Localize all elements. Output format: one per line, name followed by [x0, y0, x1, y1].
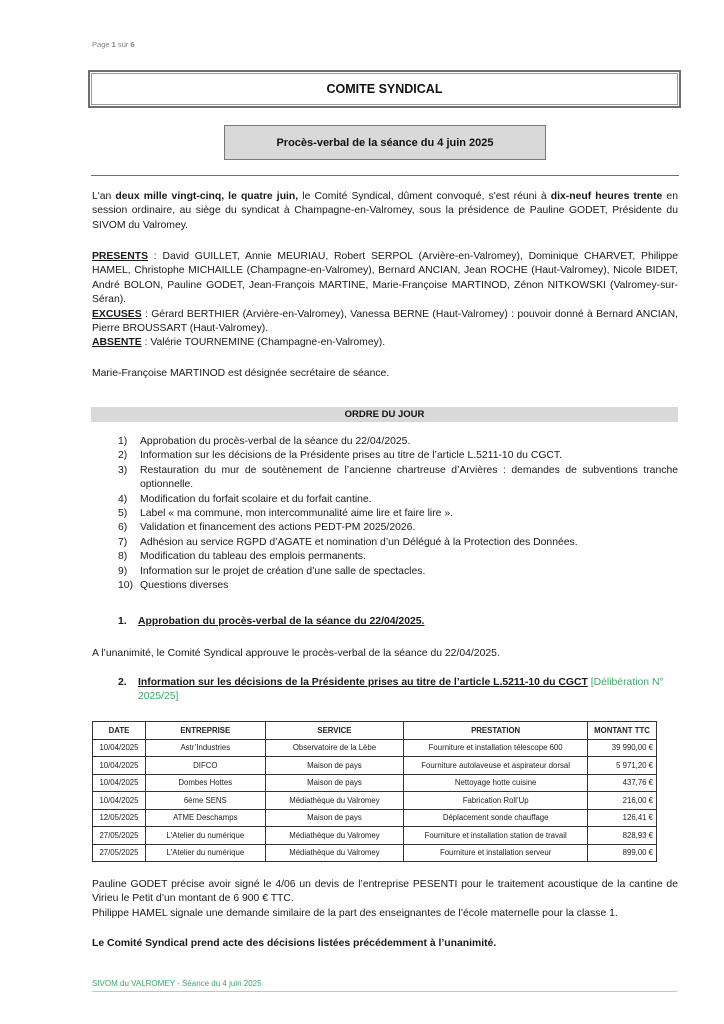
cell-date: 27/05/2025 [93, 827, 146, 845]
table-row [93, 774, 657, 792]
table-row [93, 844, 657, 862]
cell-entreprise: 6ème SENS [145, 792, 265, 810]
table-header-row [93, 722, 657, 740]
agenda-item-text: Adhésion au service RGPD d’AGATE et nomination d’un Délégué à la Protection des Données. [140, 536, 578, 548]
agenda-item-number: 10) [118, 580, 134, 592]
document-title-text: COMITE SYNDICAL [326, 82, 443, 96]
column-header-date: DATE [93, 722, 146, 740]
cell-entreprise: DIFCO [145, 757, 265, 775]
absente-list: : Valérie TOURNEMINE (Champagne-en-Valromey). [141, 337, 386, 349]
page-total: 6 [130, 40, 135, 49]
agenda-item-number: 3) [118, 464, 128, 476]
agenda-item-text: Questions diverses [140, 580, 229, 592]
intro-date: deux mille vingt-cinq, le quatre juin, [115, 191, 299, 202]
cell-prestation: Fourniture et installation télescope 600 [404, 739, 588, 757]
agenda-item-text: Restauration du mur de soutènement de l’ancienne chartreuse d’Arvières : demandes de subventions tranche optionnelle. [140, 464, 678, 491]
agenda-item [118, 565, 678, 579]
section-2-heading [118, 676, 678, 705]
cell-prestation: Déplacement sonde chauffage [404, 809, 588, 827]
cell-montant: 39 990,00 € [588, 739, 657, 757]
agenda-item [118, 493, 678, 507]
decisions-table [92, 721, 657, 862]
page-current: 1 [111, 40, 116, 49]
page-separator: sur [117, 40, 129, 49]
attendance-block [92, 250, 678, 351]
secretary-line: Marie-Françoise MARTINOD est désignée secrétaire de séance. [92, 368, 390, 379]
agenda-item-number: 6) [118, 522, 128, 534]
cell-entreprise: L'Atelier du numérique [145, 844, 265, 862]
section-title: Approbation du procès-verbal de la séance du 22/04/2025. [138, 616, 425, 627]
cell-service: Médiathèque du Valromey [265, 827, 404, 845]
presents-list: : David GUILLET, Annie MEURIAU, Robert SERPOL (Arvière-en-Valromey), Dominique CHARVET, Philippe HAMEL, Christophe MICHAILLE (Champagne-en-Valromey), Bernard ANCIAN, Jean ROCHE (Haut-Valromey), Nicole BIDET, André BOLON, Pauline GODET, Jean-François MARTINE, Marie-Françoise MARTINOD, Zénon NITKOWSKI (Valromey-sur-Séran). [92, 251, 678, 306]
agenda-item [118, 579, 678, 593]
column-header-montant: MONTANT TTC [588, 722, 657, 740]
agenda-item-text: Information sur les décisions de la Présidente prises au titre de l’article L.5211-10 du CGCT. [140, 450, 562, 462]
intro-text: L'an [92, 191, 116, 202]
table-row [93, 792, 657, 810]
agenda-item-number: 7) [118, 536, 128, 548]
agenda-item-text: Information sur le projet de création d’une salle de spectacles. [140, 565, 426, 577]
agenda-item [118, 435, 678, 449]
agenda-item-number: 5) [118, 508, 128, 520]
document-title [88, 70, 681, 108]
cell-montant: 5 971,20 € [588, 757, 657, 775]
agenda-item-text: Validation et financement des actions PEDT-PM 2025/2026. [140, 522, 416, 534]
intro-time: dix-neuf heures trente [550, 191, 663, 202]
excuses-list: : Gérard BERTHIER (Arvière-en-Valromey), Vanessa BERNE (Haut-Valromey) : pouvoir donné à Bernard ANCIAN, Pierre BROUSSART (Haut-Valromey). [92, 308, 678, 335]
section-number: 1. [118, 616, 127, 627]
section-1-body: A l’unanimité, le Comité Syndical approuve le procès-verbal de la séance du 22/04/2025. [92, 648, 500, 659]
column-header-prestation: PRESTATION [404, 722, 588, 740]
agenda-item-number: 2) [118, 450, 128, 462]
agenda-item-number: 1) [118, 436, 128, 447]
agenda-item-number: 4) [118, 493, 128, 505]
absente-line [92, 336, 678, 350]
footer-text: SIVOM du VALROMEY - Séance du 4 juin 2025 [92, 979, 262, 988]
page-prefix: Page [92, 40, 110, 49]
cell-entreprise: Dombes Hottes [145, 774, 265, 792]
column-header-entreprise: ENTREPRISE [145, 722, 265, 740]
intro-paragraph [92, 190, 678, 233]
section-2-conclusion: Le Comité Syndical prend acte des décisions listées précédemment à l’unanimité. [92, 938, 497, 949]
agenda-item-text: Modification du forfait scolaire et du forfait cantine. [140, 493, 372, 505]
cell-prestation: Fourniture et installation station de travail [404, 827, 588, 845]
intro-text: en session ordinaire, au siège du syndicat à Champagne-en-Valromey, sous la présidence de Pauline GODET, Présidente du SIVOM du Valromey. [92, 191, 678, 231]
section-1-heading [118, 615, 678, 629]
cell-service: Maison de pays [265, 757, 404, 775]
agenda-heading [91, 407, 678, 422]
cell-entreprise: ATME Deschamps [145, 809, 265, 827]
presents-line [92, 250, 678, 308]
cell-service: Maison de pays [265, 774, 404, 792]
cell-date: 10/04/2025 [93, 792, 146, 810]
excuses-line [92, 308, 678, 337]
agenda-item-text: Label « ma commune, mon intercommunalité aime lire et faire lire ». [140, 508, 454, 520]
cell-prestation: Fourniture autolaveuse et aspirateur dorsal [404, 757, 588, 775]
cell-entreprise: Astr’Industries [145, 739, 265, 757]
table-row [93, 757, 657, 775]
page-indicator [92, 40, 135, 49]
cell-date: 10/04/2025 [93, 739, 146, 757]
agenda-item [118, 449, 678, 463]
cell-date: 10/04/2025 [93, 774, 146, 792]
agenda-item [118, 521, 678, 535]
cell-montant: 126,41 € [588, 809, 657, 827]
cell-montant: 899,00 € [588, 844, 657, 862]
header-divider [91, 175, 679, 176]
absente-label: ABSENTE [92, 337, 142, 349]
document-subtitle [224, 125, 546, 160]
table-row [93, 739, 657, 757]
intro-text: le Comité Syndical, dûment convoqué, s'est réuni à [298, 191, 551, 202]
deliberation-reference: [Délibération N° 2025/25] [138, 677, 664, 703]
agenda-item-text: Modification du tableau des emplois permanents. [140, 551, 366, 563]
agenda-item-number: 8) [118, 551, 128, 563]
cell-service: Maison de pays [265, 809, 404, 827]
note-hamel: Philippe HAMEL signale une demande similaire de la part des enseignantes de l’école maternelle pour la classe 1. [92, 907, 618, 919]
document-subtitle-text: Procès-verbal de la séance du 4 juin 2025 [276, 136, 494, 149]
cell-service: Observatoire de la Lèbe [265, 739, 404, 757]
cell-date: 12/05/2025 [93, 809, 146, 827]
column-header-service: SERVICE [265, 722, 404, 740]
cell-date: 27/05/2025 [93, 844, 146, 862]
cell-montant: 216,00 € [588, 792, 657, 810]
note-pesenti: Pauline GODET précise avoir signé le 4/06 un devis de l’entreprise PESENTI pour le traitement acoustique de la cantine de Virieu le Petit d’un montant de 6 900 € TTC. [92, 879, 678, 905]
section-number: 2. [118, 677, 127, 688]
page-footer [92, 979, 677, 992]
cell-date: 10/04/2025 [93, 757, 146, 775]
agenda-item [118, 550, 678, 564]
agenda-item [118, 536, 678, 550]
cell-service: Médiathèque du Valromey [265, 844, 404, 862]
cell-montant: 437,76 € [588, 774, 657, 792]
excuses-label: EXCUSES [92, 308, 142, 320]
table-row [93, 809, 657, 827]
cell-prestation: Nettoyage hotte cuisine [404, 774, 588, 792]
cell-service: Médiathèque du Valromey [265, 792, 404, 810]
section-2-notes [92, 878, 678, 921]
agenda-heading-text: ORDRE DU JOUR [344, 409, 425, 420]
cell-montant: 828,93 € [588, 827, 657, 845]
agenda-item-number: 9) [118, 565, 128, 577]
cell-prestation: Fourniture et installation serveur [404, 844, 588, 862]
cell-entreprise: L'Atelier du numérique [145, 827, 265, 845]
cell-prestation: Fabrication Roll’Up [404, 792, 588, 810]
presents-label: PRESENTS [92, 251, 149, 262]
table-row [93, 827, 657, 845]
agenda-item-text: Approbation du procès-verbal de la séance du 22/04/2025. [140, 436, 411, 447]
agenda-list [118, 435, 678, 593]
agenda-item [118, 464, 678, 493]
section-title: Information sur les décisions de la Présidente prises au titre de l’article L.5211-10 du CGCT [138, 677, 588, 688]
agenda-item [118, 507, 678, 521]
